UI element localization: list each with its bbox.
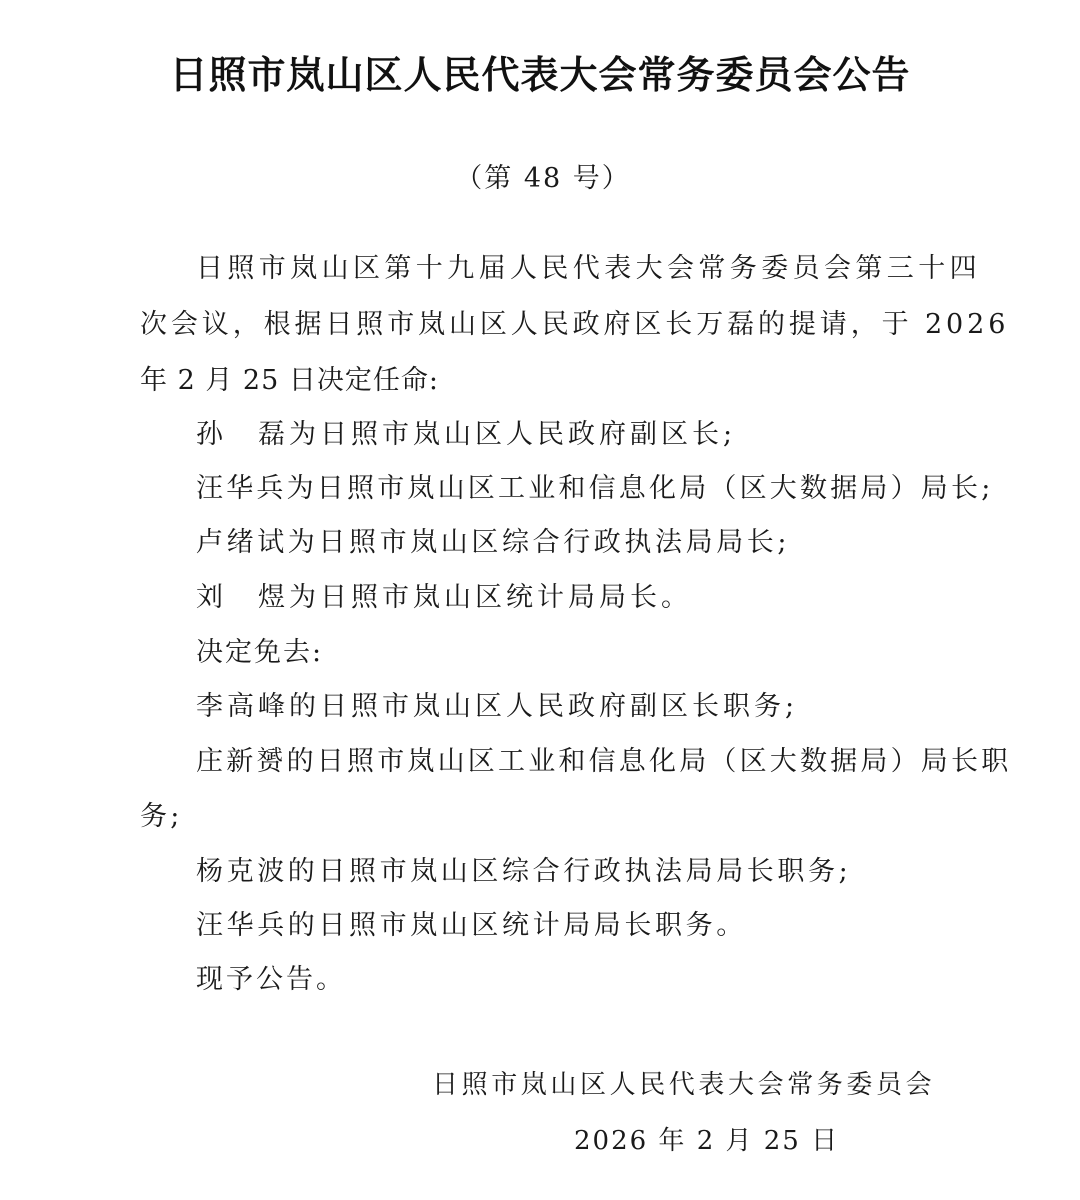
appointment-item: 孙 磊为日照市岚山区人民政府副区长; xyxy=(196,419,737,450)
signature-issuer: 日照市岚山区人民代表大会常务委员会 xyxy=(432,1070,936,1100)
signature-date: 2026 年 2 月 25 日 xyxy=(574,1126,840,1156)
appointment-item: 汪华兵为日照市岚山区工业和信息化局（区大数据局）局长; xyxy=(196,473,994,504)
removal-item: 李高峰的日照市岚山区人民政府副区长职务; xyxy=(196,691,799,722)
removal-item-continuation: 务; xyxy=(140,801,183,832)
appointment-item: 刘 煜为日照市岚山区统计局局长。 xyxy=(196,582,692,613)
appointment-item: 卢绪试为日照市岚山区综合行政执法局局长; xyxy=(196,527,791,558)
intro-line-3: 年 2 月 25 日决定任命: xyxy=(140,365,439,396)
intro-line-2: 次会议，根据日照市岚山区人民政府区长万磊的提请，于 2026 xyxy=(140,309,1010,340)
removal-item: 庄新赟的日照市岚山区工业和信息化局（区大数据局）局长职 xyxy=(196,746,1012,777)
document-number: （第 48 号） xyxy=(455,163,631,194)
removal-item: 汪华兵的日照市岚山区统计局局长职务。 xyxy=(196,910,747,941)
removal-heading: 决定免去: xyxy=(196,637,324,668)
removal-item: 杨克波的日照市岚山区综合行政执法局局长职务; xyxy=(196,856,852,887)
intro-line-1: 日照市岚山区第十九届人民代表大会常务委员会第三十四 xyxy=(196,253,981,284)
closing-statement: 现予公告。 xyxy=(196,964,346,995)
document-title: 日照市岚山区人民代表大会常务委员会公告 xyxy=(169,52,911,97)
